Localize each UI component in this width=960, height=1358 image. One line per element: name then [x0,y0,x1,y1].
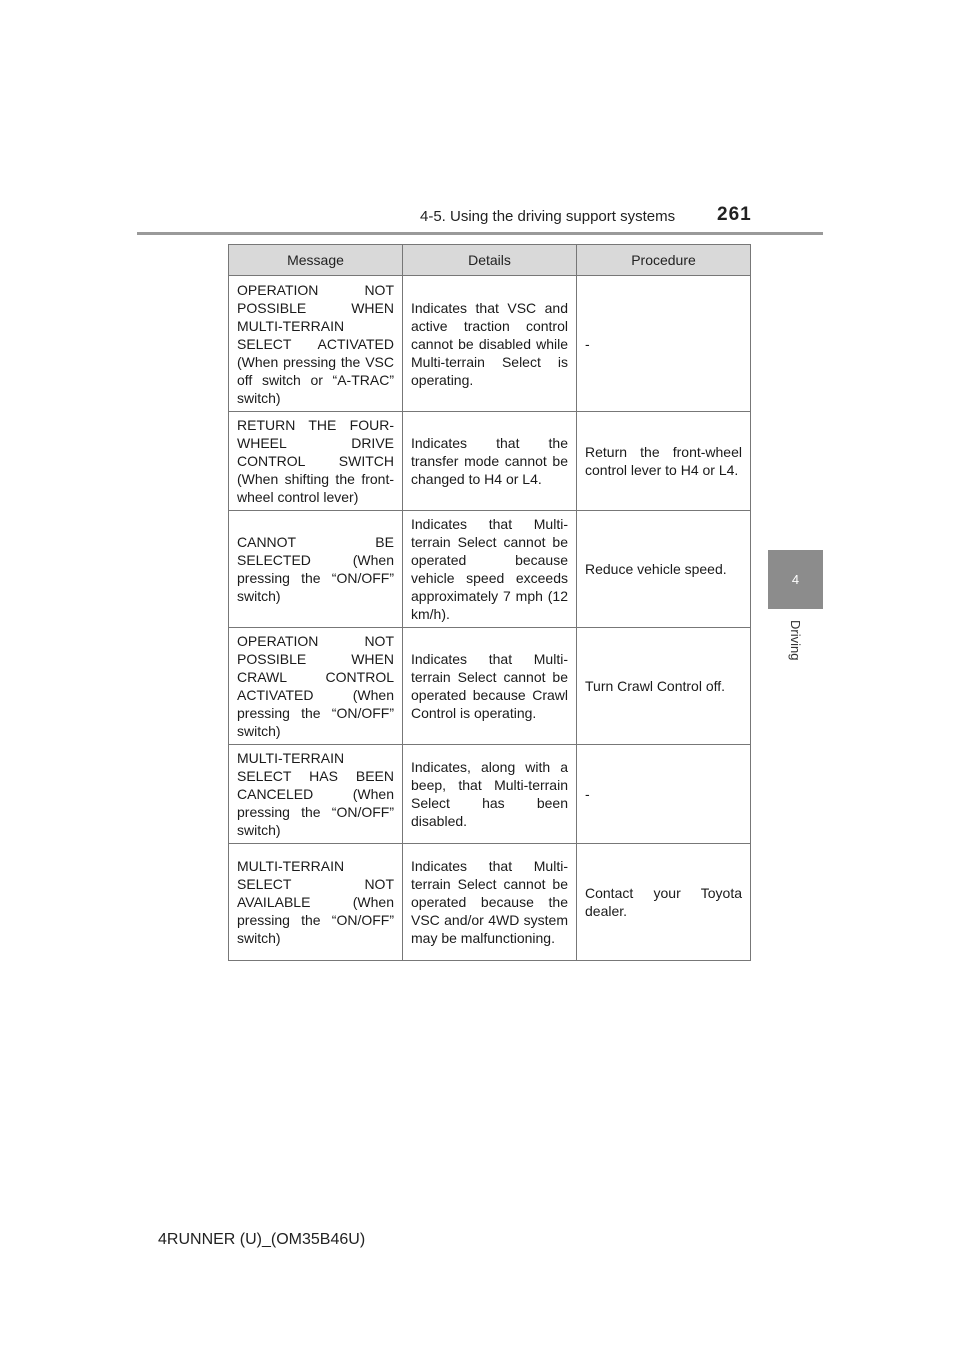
message-cell: MULTI-TERRAIN SELECT HAS BEEN CANCELED (When pressing the “ON/OFF” switch) [229,745,403,844]
details-cell: Indicates that Multi-terrain Select cannot be operated because the VSC and/or 4WD system may be malfunctioning. [403,844,577,961]
message-cell: RETURN THE FOUR-WHEEL DRIVE CONTROL SWITCH (When shifting the front-wheel control lever) [229,412,403,511]
chapter-label: Driving [788,620,803,661]
procedure-cell: - [577,276,751,412]
table-row [229,628,751,745]
column-header-message: Message [229,245,403,276]
chapter-number: 4 [791,572,800,587]
table-header-row [229,245,751,276]
header-rule [137,232,823,235]
procedure-cell: Reduce vehicle speed. [577,511,751,628]
procedure-cell: Turn Crawl Control off. [577,628,751,745]
table-row [229,745,751,844]
procedure-cell: Contact your Toyota dealer. [577,844,751,961]
table-row [229,844,751,961]
table-row [229,511,751,628]
details-cell: Indicates that VSC and active traction control cannot be disabled while Multi-terrain Select is operating. [403,276,577,412]
page-number: 261 [717,204,752,225]
message-cell: OPERATION NOT POSSIBLE WHEN MULTI-TERRAIN SELECT ACTIVATED (When pressing the VSC off switch or “A-TRAC” switch) [229,276,403,412]
column-header-details: Details [403,245,577,276]
details-cell: Indicates that the transfer mode cannot be changed to H4 or L4. [403,412,577,511]
table-row [229,412,751,511]
table-row [229,276,751,412]
procedure-cell: - [577,745,751,844]
section-title: 4-5. Using the driving support systems [420,208,676,225]
details-cell: Indicates that Multi-terrain Select cannot be operated because vehicle speed exceeds approximately 7 mph (12 km/h). [403,511,577,628]
message-cell: MULTI-TERRAIN SELECT NOT AVAILABLE (When pressing the “ON/OFF” switch) [229,844,403,961]
procedure-cell: Return the front-wheel control lever to H4 or L4. [577,412,751,511]
chapter-tab [768,550,823,609]
details-cell: Indicates that Multi-terrain Select cannot be operated because Crawl Control is operating. [403,628,577,745]
details-cell: Indicates, along with a beep, that Multi-terrain Select has been disabled. [403,745,577,844]
message-cell: OPERATION NOT POSSIBLE WHEN CRAWL CONTROL ACTIVATED (When pressing the “ON/OFF” switch) [229,628,403,745]
column-header-procedure: Procedure [577,245,751,276]
message-cell: CANNOT BE SELECTED (When pressing the “ON/OFF” switch) [229,511,403,628]
model-code: 4RUNNER (U)_(OM35B46U) [158,1231,366,1248]
message-table [228,244,751,961]
